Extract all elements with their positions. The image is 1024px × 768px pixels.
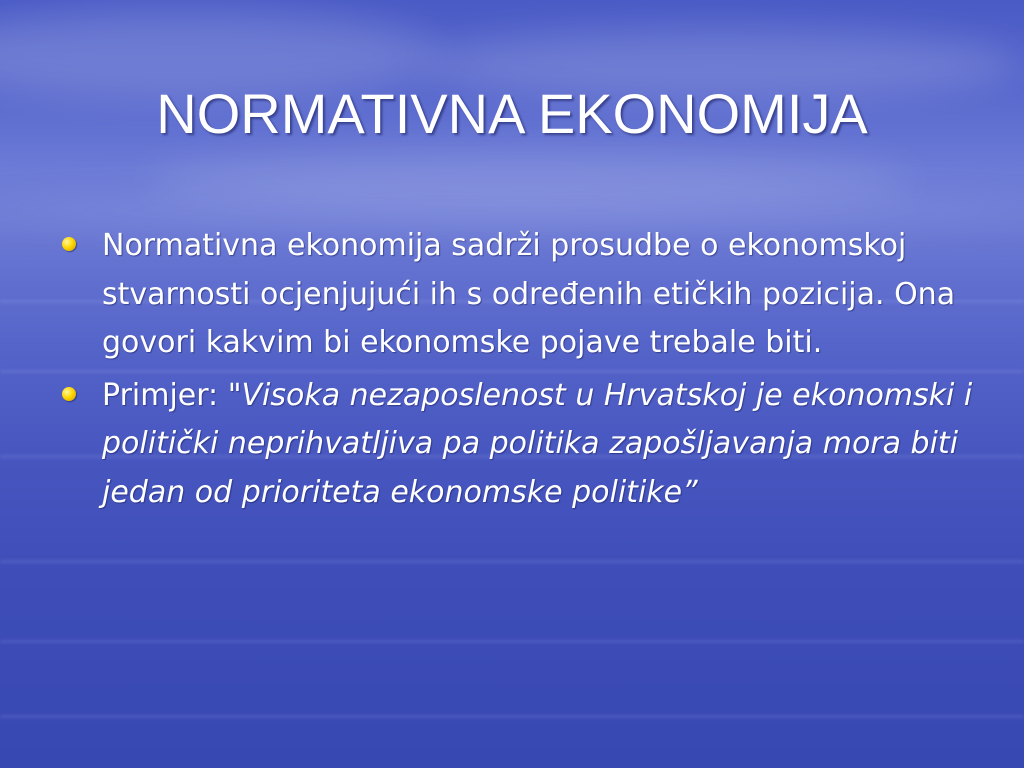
bullet-icon: [62, 387, 76, 401]
bullet-list: [58, 222, 988, 521]
slide-title: NORMATIVNA EKONOMIJA: [156, 82, 868, 145]
bullet-item: [58, 372, 988, 518]
bullet-text: Normativna ekonomija sadrži prosudbe o ekonomskoj stvarnosti ocjenjujući ih s određenih etičkih pozicija. Ona govori kakvim bi ekonomske pojave trebale biti.: [102, 228, 956, 360]
bullet-icon: [62, 237, 76, 251]
background-water-streak: [0, 640, 1024, 643]
background-water-streak: [0, 715, 1024, 718]
bullet-quote: "Visoka nezaposlenost u Hrvatskoj je ekonomski i politički neprihvatljiva pa politika zapošljavanja mora biti jedan od prioriteta ekonomske politike”: [102, 377, 973, 510]
bullet-item: [58, 222, 988, 368]
background-water-streak: [0, 560, 1024, 563]
bullet-prefix: Primjer:: [102, 377, 228, 413]
